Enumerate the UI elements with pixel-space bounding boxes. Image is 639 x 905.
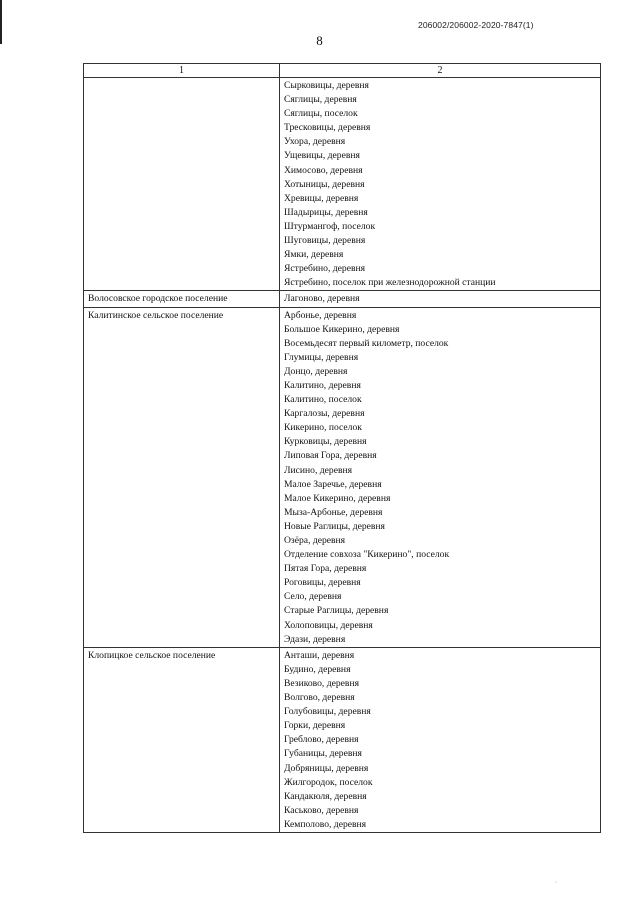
scan-dot: · [555,880,557,886]
locality-item: Ястребино, поселок при железнодорожной станции [284,277,496,289]
table-row [84,647,601,832]
locality-item: Ямки, деревня [284,249,344,261]
locality-item: Каськово, деревня [284,804,359,816]
locality-item: Химосово, деревня [284,164,363,176]
locality-item: Лисино, деревня [284,464,353,476]
locality-item: Хотыницы, деревня [284,178,365,190]
locality-item: Анташи, деревня [284,649,355,661]
locality-item: Большое Кикерино, деревня [284,323,400,335]
locality-item: Пятая Гора, деревня [284,563,367,575]
locality-item: Ущевицы, деревня [284,150,360,162]
locality-item: Горки, деревня [284,720,346,732]
locality-item: Ястребино, деревня [284,263,366,275]
locality-item: Мыза-Арбонье, деревня [284,506,383,518]
locality-list [280,291,601,307]
locality-item: Липовая Гора, деревня [284,450,377,462]
settlement-district: Волосовское городское поселение [84,291,280,307]
locality-item: Ухора, деревня [284,136,346,148]
locality-list [280,78,601,291]
locality-list [280,307,601,647]
locality-item: Хревицы, деревня [284,192,359,204]
document-id: 206002/206002-2020-7847(1) [418,20,534,30]
locality-item: Сырковицы, деревня [284,80,369,91]
locality-item: Жилгородок, поселок [284,776,373,788]
table-header-row [84,64,601,78]
locality-item: Восемьдесят первый километр, поселок [284,337,449,349]
locality-item: Лагоново, деревня [284,293,360,305]
settlement-district: Калитинское сельское поселение [84,307,280,647]
table-row [84,291,601,307]
locality-item: Кемполово, деревня [284,818,367,830]
locality-item: Греблово, деревня [284,734,359,746]
locality-item: Глумицы, деревня [284,351,359,363]
locality-item: Губаницы, деревня [284,748,362,760]
settlement-district [84,78,280,291]
locality-item: Волгово, деревня [284,692,355,704]
locality-item: Старые Раглицы, деревня [284,605,389,617]
locality-item: Отделение совхоза "Кикерино", поселок [284,549,450,561]
locality-item: Озёра, деревня [284,535,346,546]
locality-item: Кандакюля, деревня [284,790,367,802]
locality-item: Штурмангоф, поселок [284,220,376,232]
locality-item: Холоповицы, деревня [284,619,373,631]
settlement-district: Клопицкое сельское поселение [84,647,280,832]
locality-item: Каргалозы, деревня [284,408,365,420]
locality-item: Арбонье, деревня [284,309,357,321]
locality-item: Будино, деревня [284,663,351,675]
locality-item: Новые Раглицы, деревня [284,520,385,532]
locality-item: Сяглицы, поселок [284,108,358,120]
locality-item: Село, деревня [284,591,342,603]
locality-item: Малое Заречье, деревня [284,478,382,490]
locality-item: Сяглицы, деревня [284,94,357,106]
locality-item: Калитино, поселок [284,394,362,406]
locality-item: Роговицы, деревня [284,577,361,589]
locality-item: Тресковицы, деревня [284,122,371,134]
locality-item: Везиково, деревня [284,677,359,689]
locality-item: Кикерино, поселок [284,422,362,434]
locality-item: Малое Кикерино, деревня [284,492,391,504]
table-row [84,307,601,647]
locality-list [280,647,601,832]
column-header-2: 2 [280,64,601,78]
table-body [84,78,601,833]
locality-item: Эдази, деревня [284,633,346,645]
locality-item: Шадырицы, деревня [284,206,368,218]
locality-item: Голубовицы, деревня [284,706,371,718]
settlements-table [83,63,601,833]
locality-item: Добряницы, деревня [284,762,369,774]
locality-item: Курковицы, деревня [284,436,367,448]
locality-item: Донцо, деревня [284,365,348,377]
locality-item: Шуговицы, деревня [284,235,366,247]
column-header-1: 1 [84,64,280,78]
page-number: 8 [316,33,323,48]
table-row [84,78,601,291]
locality-item: Калитино, деревня [284,379,361,391]
